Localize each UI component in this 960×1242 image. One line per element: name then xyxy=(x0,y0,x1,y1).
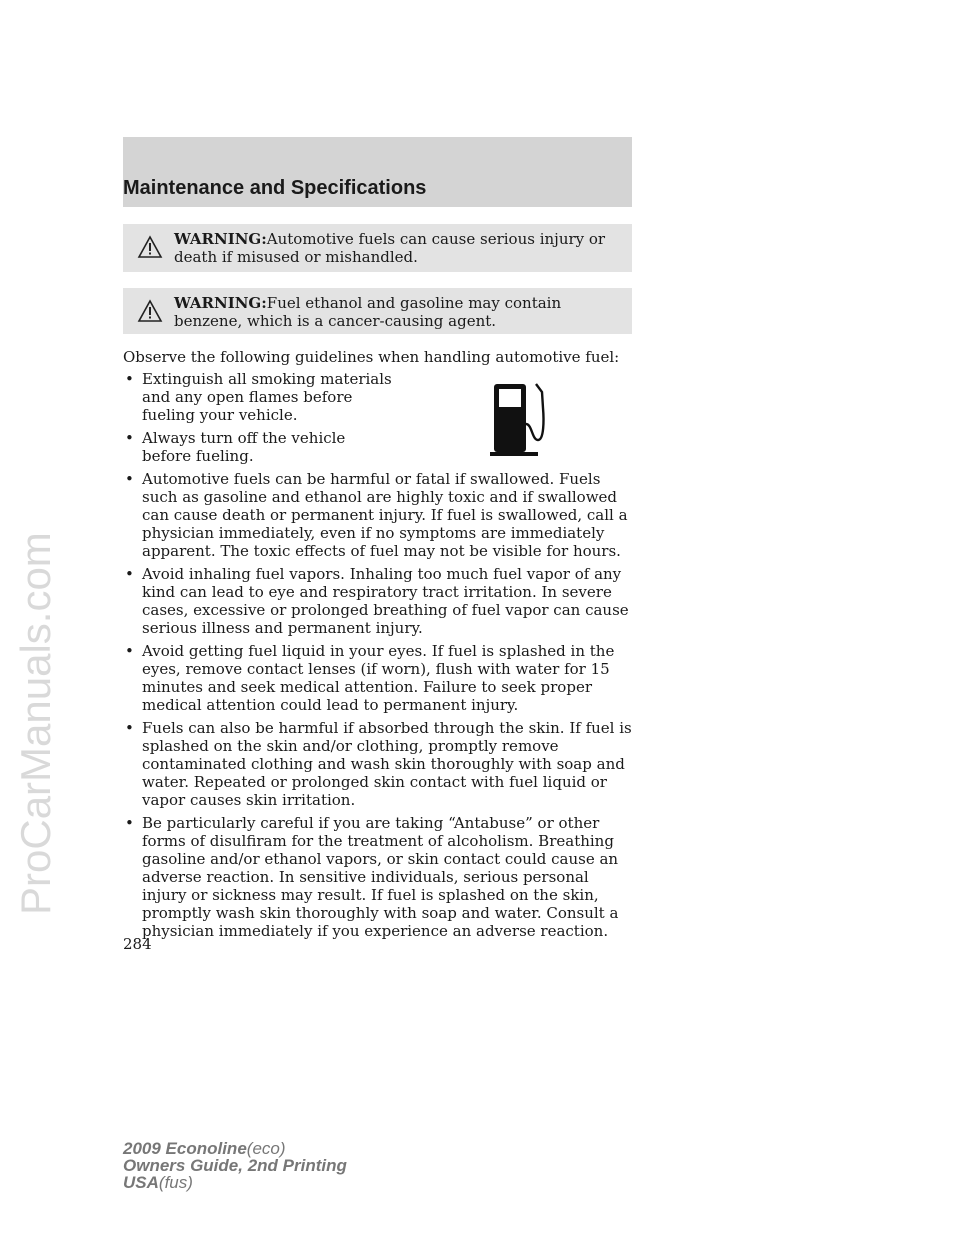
body-content xyxy=(123,348,635,945)
watermark-text: ProCarManuals.com xyxy=(12,532,59,915)
list-item-text: Automotive fuels can be harmful or fatal if swallowed. Fuels such as gasoline and ethanol are highly toxic and if swallowed can cause death or permanent injury. If fuel is swallowed, call a physician immediately, even if no symptoms are immediately apparent. The toxic effects of fuel may not be visible for hours. xyxy=(142,470,628,560)
warning-label: WARNING: xyxy=(174,230,267,248)
list-item xyxy=(123,814,635,940)
bullet-marker: • xyxy=(125,814,134,832)
list-item xyxy=(123,429,392,465)
bullet-marker: • xyxy=(125,642,134,660)
warning-text: Fuel ethanol and gasoline may contain benzene, which is a cancer-causing agent. xyxy=(174,294,562,330)
list-item xyxy=(123,642,635,714)
footer-line xyxy=(123,1174,347,1191)
list-item xyxy=(123,719,635,809)
warning-text: Automotive fuels can cause serious injury or death if misused or mishandled. xyxy=(174,230,606,266)
warning-box xyxy=(123,288,632,334)
list-item-text: Avoid getting fuel liquid in your eyes. If fuel is splashed in the eyes, remove contact lenses (if worn), flush with water for 15 minutes and seek medical attention. Failure to seek proper medical attention could lead to permanent injury. xyxy=(142,642,615,714)
list-item xyxy=(123,565,635,637)
warning-triangle-icon xyxy=(137,235,163,259)
watermark xyxy=(8,300,62,920)
section-title: Maintenance and Specifications xyxy=(123,177,427,199)
footer-region-code: (fus) xyxy=(158,1173,193,1192)
footer-region: USA xyxy=(123,1173,159,1192)
warning-triangle-icon xyxy=(137,299,163,323)
footer xyxy=(123,1140,347,1191)
list-item-text: Avoid inhaling fuel vapors. Inhaling too much fuel vapor of any kind can lead to eye and respiratory tract irritation. In severe cases, excessive or prolonged breathing of fuel vapor can cause serious illness and permanent injury. xyxy=(142,565,629,637)
warning-box xyxy=(123,224,632,272)
footer-model-code: (eco) xyxy=(246,1139,286,1158)
footer-guide: Owners Guide, 2nd Printing xyxy=(123,1156,347,1175)
bullet-marker: • xyxy=(125,719,134,737)
list-item-text: Be particularly careful if you are taking “Antabuse” or other forms of disulfiram for the treatment of alcoholism. Breathing gasoline and/or ethanol vapors, or skin contact could cause an adverse reaction. In sensitive individuals, serious personal injury or sickness may result. If fuel is splashed on the skin, promptly wash skin thoroughly with soap and water. Consult a physician immediately if you experience an adverse reaction. xyxy=(142,814,619,940)
intro-text: Observe the following guidelines when handling automotive fuel: xyxy=(123,348,620,366)
footer-model: 2009 Econoline xyxy=(123,1139,247,1158)
bullet-marker: • xyxy=(125,470,134,488)
list-item xyxy=(123,470,635,560)
warning-label: WARNING: xyxy=(174,294,267,312)
bullet-marker: • xyxy=(125,429,134,447)
page-number: 284 xyxy=(123,935,152,953)
list-item xyxy=(123,370,392,424)
bullet-marker: • xyxy=(125,370,134,388)
list-item-text: Always turn off the vehicle before fueling. xyxy=(142,429,346,465)
list-item-text: Extinguish all smoking materials and any open flames before fueling your vehicle. xyxy=(142,370,392,424)
footer-line xyxy=(123,1140,347,1157)
bullet-marker: • xyxy=(125,565,134,583)
list-item-text: Fuels can also be harmful if absorbed through the skin. If fuel is splashed on the skin and/or clothing, promptly remove contaminated clothing and wash skin thoroughly with soap and water. Repeated or prolonged skin contact with fuel liquid or vapor causes skin irritation. xyxy=(142,719,632,809)
